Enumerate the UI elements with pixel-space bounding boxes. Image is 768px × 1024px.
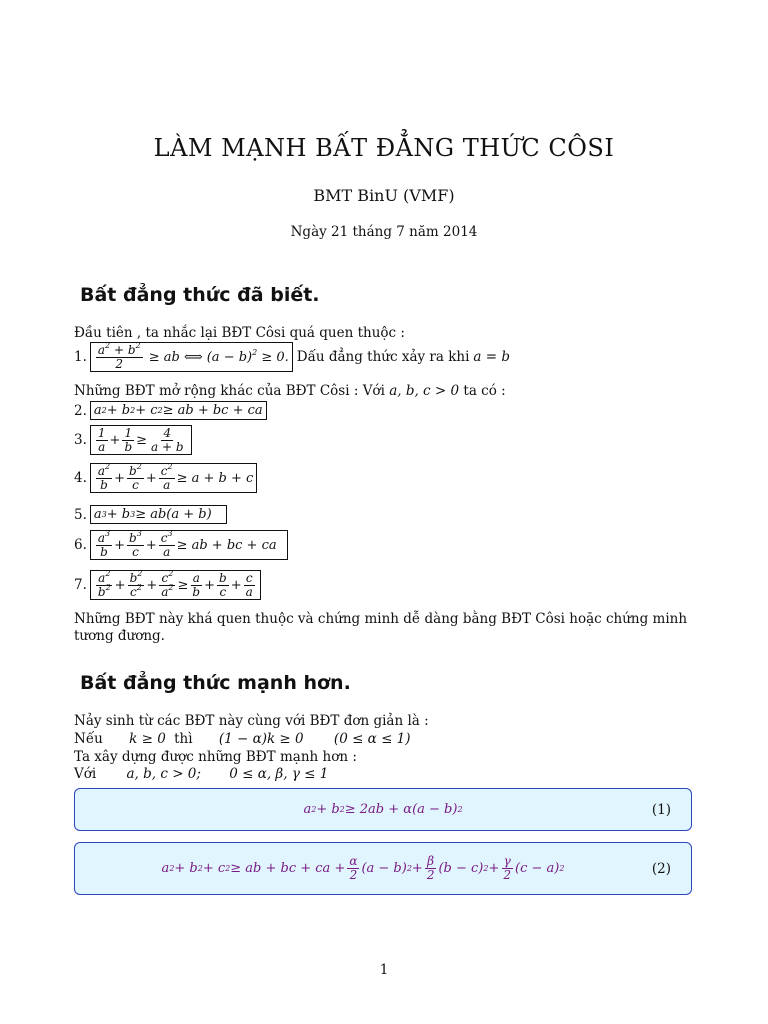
inequality-1: [74, 342, 510, 372]
stronger-line-4: [74, 766, 328, 782]
extended-intro-text: Những BĐT mở rộng khác của BĐT Côsi : Với: [74, 383, 385, 399]
k-expression: (1 − α)k ≥ 0: [218, 731, 304, 747]
author: BMT BinU (VMF): [313, 186, 455, 205]
equation-2: a 2 + b 2 + c 2 ≥ ab + bc + ca + $\frac{\alpha}{2}$ (a − b) 2 + $\frac{\beta}{2}$ (b − c) 2 + $\frac{\gamma}{2}$ (c − a) 2: [161, 854, 565, 882]
equation-number-2: (2): [651, 860, 671, 877]
inequality-5: [74, 505, 227, 524]
page-number: 1: [379, 962, 389, 978]
date: Ngày 21 tháng 7 năm 2014: [290, 224, 478, 240]
formula-box-6: $\frac{a^3}{b}$ + $\frac{b^3}{c}$ + $\frac{c^3}{a}$ ≥ ab + bc + ca: [90, 530, 288, 560]
equation-1: a 2 + b 2 ≥ 2ab + α(a − b) 2: [303, 802, 463, 817]
equality-note: Dấu đẳng thức xảy ra khi: [296, 349, 470, 366]
k-condition: k ≥ 0: [129, 731, 166, 747]
closing-line-2: tương đương.: [74, 628, 165, 644]
paper-title: LÀM MẠNH BẤT ĐẲNG THỨC CÔSI: [153, 134, 615, 162]
formula-box-4: $\frac{a^2}{b}$ + $\frac{b^2}{c}$ + $\frac{c^2}{a}$ ≥ a + b + c: [90, 463, 257, 493]
stronger-line-3: Ta xây dựng được những BĐT mạnh hơn :: [74, 749, 357, 765]
equation-box-1: [74, 788, 692, 831]
item-label: 1.: [74, 349, 87, 366]
then-word: thì: [174, 731, 193, 747]
abc-condition: a, b, c > 0;: [126, 766, 201, 782]
inequality-2: [74, 401, 267, 420]
extended-intro: [74, 383, 506, 399]
formula-box-7: $\frac{a^2}{b^2}$ + $\frac{b^2}{c^2}$ + $\frac{c^2}{a^2}$ ≥ $\frac{a}{b}$ + $\frac{b}{c}$ + $\frac{c}{a}$: [90, 570, 261, 600]
item-label: 3.: [74, 432, 87, 449]
formula-box-1: $\frac{a^2 + b^2}{2}$ ≥ ab ⟺ $(a - b)^2 \ge 0$.: [90, 342, 293, 372]
inequality-6: [74, 530, 288, 560]
inequality-7: [74, 570, 261, 600]
equation-number-1: (1): [651, 801, 671, 818]
section-heading-stronger: Bất đẳng thức mạnh hơn.: [80, 672, 351, 694]
inequality-4: [74, 463, 257, 493]
equation-box-2: [74, 842, 692, 895]
formula-box-2: a 2 + b 2 + c 2 ≥ ab + bc + ca: [90, 401, 267, 420]
if-word: Nếu: [74, 731, 103, 747]
stronger-line-2: [74, 731, 411, 747]
with-word: Với: [74, 766, 97, 782]
inequality-3: [74, 425, 192, 455]
equality-condition: a = b: [473, 349, 511, 366]
item-label: 5.: [74, 506, 87, 523]
formula-box-3: $\frac{1}{a}$ + $\frac{1}{b}$ ≥ $\frac{4}{a + b}$: [90, 425, 192, 455]
greek-range: 0 ≤ α, β, γ ≤ 1: [229, 766, 329, 782]
section-heading-known: Bất đẳng thức đã biết.: [80, 284, 320, 306]
formula-box-5: a 3 + b 3 ≥ ab(a + b): [90, 505, 227, 524]
extended-tail: ta có :: [463, 383, 506, 399]
item-label: 2.: [74, 402, 87, 419]
item-label: 4.: [74, 470, 87, 487]
intro-text: Đầu tiên , ta nhắc lại BĐT Côsi quá quen thuộc :: [74, 325, 405, 341]
item-label: 7.: [74, 577, 87, 594]
alpha-range: (0 ≤ α ≤ 1): [333, 731, 411, 747]
stronger-line-1: Nảy sinh từ các BĐT này cùng với BĐT đơn giản là :: [74, 713, 429, 729]
item-label: 6.: [74, 537, 87, 554]
extended-vars: a, b, c > 0: [389, 383, 460, 399]
closing-line-1: Những BĐT này khá quen thuộc và chứng minh dễ dàng bằng BĐT Côsi hoặc chứng minh: [74, 611, 688, 627]
